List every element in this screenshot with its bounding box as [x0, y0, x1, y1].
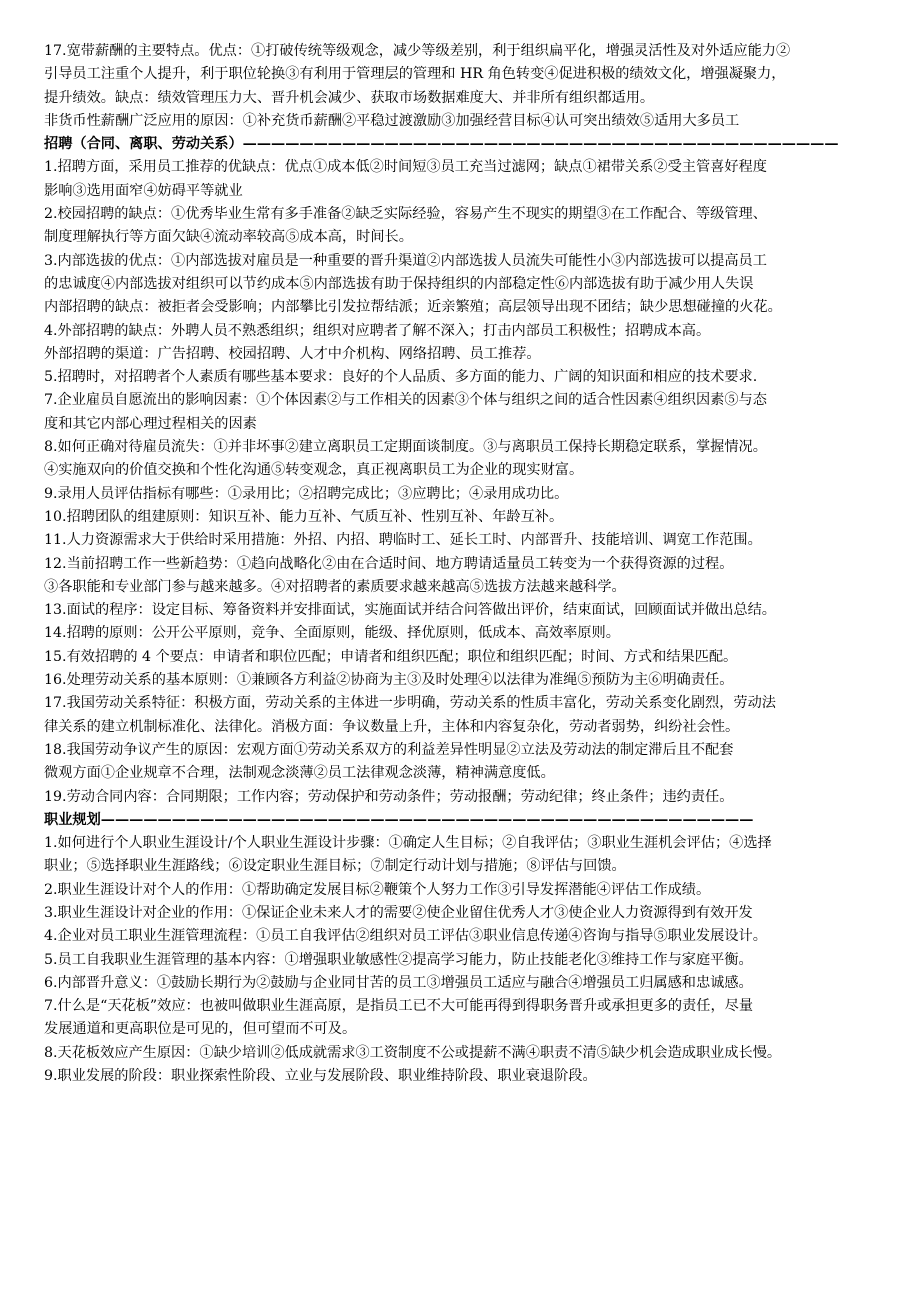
- text-line: 17.宽带薪酬的主要特点。优点：①打破传统等级观念，减少等级差别，利于组织扁平化，增强灵活性及对外适应能力②: [44, 43, 791, 59]
- text-line: 9.录用人员评估指标有哪些：①录用比；②招聘完成比；③应聘比；④录用成功比。: [44, 485, 569, 502]
- section-heading: 招聘（合同、离职、劳动关系）——————————————————————————————————————————: [44, 136, 839, 153]
- text-line: 3.内部选拔的优点：①内部选拔对雇员是一种重要的晋升渠道②内部选拔人员流失可能性小③内部选拔可以提高员工: [44, 252, 767, 269]
- text-line: 3.职业生涯设计对企业的作用：①保证企业未来人才的需要②使企业留住优秀人才③使企业人力资源得到有效开发: [44, 904, 753, 921]
- text-line: 的忠诚度④内部选拔对组织可以节约成本⑤内部选拔有助于保持组织的内部稳定性⑥内部选拔有助于减少用人失误: [44, 275, 754, 292]
- text-line: 影响③选用面窄④妨碍平等就业: [44, 182, 243, 199]
- text-line: 12.当前招聘工作一些新趋势：①趋向战略化②由在合适时间、地方聘请适量员工转变为一个获得资源的过程。: [44, 555, 734, 572]
- text-line: 13.面试的程序：设定目标、筹备资料并安排面试，实施面试并结合问答做出评价，结束面试，回顾面试并做出总结。: [44, 602, 776, 619]
- text-line: 引导员工注重个人提升，利于职位轮换③有利用于管理层的管理和 HR 角色转变④促进积极的绩效文化，增强凝聚力，: [44, 66, 786, 83]
- text-line: 外部招聘的渠道：广告招聘、校园招聘、人才中介机构、网络招聘、员工推荐。: [44, 345, 541, 362]
- text-line: 微观方面①企业规章不合理，法制观念淡薄②员工法律观念淡薄，精神满意度低。: [44, 765, 555, 782]
- text-line: 14.招聘的原则：公开公平原则，竞争、全面原则，能级、择优原则，低成本、高效率原则。: [44, 625, 620, 642]
- text-line: 度和其它内部心理过程相关的因素: [44, 415, 257, 432]
- text-line: 1.招聘方面，采用员工推荐的优缺点：优点①成本低②时间短③员工充当过滤网；缺点①裙带关系②受主管喜好程度: [44, 159, 767, 176]
- text-line: 职业；⑤选择职业生涯路线；⑥设定职业生涯目标；⑦制定行动计划与措施；⑧评估与回馈。: [44, 858, 626, 875]
- section-heading: 职业规划——————————————————————————————————————————————: [44, 811, 754, 828]
- text-line: 8.天花板效应产生原因：①缺少培训②低成就需求③工资制度不公或提薪不满④职责不清⑤缺少机会造成职业成长慢。: [44, 1044, 782, 1061]
- text-line: 10.招聘团队的组建原则：知识互补、能力互补、气质互补、性别互补、年龄互补。: [44, 508, 564, 525]
- text-line: 8.如何正确对待雇员流失：①并非坏事②建立离职员工定期面谈制度。③与离职员工保持长期稳定联系，掌握情况。: [44, 439, 767, 456]
- text-line: ③各职能和专业部门参与越来越多。④对招聘者的素质要求越来越高⑤选拔方法越来越科学。: [44, 578, 626, 595]
- text-line: 2.职业生涯设计对个人的作用：①帮助确定发展目标②鞭策个人努力工作③引导发挥潜能④评估工作成绩。: [44, 881, 711, 898]
- document-page: [44, 40, 890, 1088]
- text-line: 非货币性薪酬广泛应用的原因：①补充货币薪酬②平稳过渡激励③加强经营目标④认可突出绩效⑤适用大多员工: [44, 112, 740, 129]
- text-line: 1.如何进行个人职业生涯设计/个人职业生涯设计步骤：①确定人生目标；②自我评估；③职业生涯机会评估；④选择: [44, 835, 772, 852]
- text-line: 16.处理劳动关系的基本原则：①兼顾各方利益②协商为主③及时处理④以法律为准绳⑤预防为主⑥明确责任。: [44, 672, 734, 689]
- text-line: 提升绩效。缺点：绩效管理压力大、晋升机会减少、获取市场数据难度大、并非所有组织都适用。: [44, 89, 655, 106]
- text-line: 4.企业对员工职业生涯管理流程：①员工自我评估②组织对员工评估③职业信息传递④咨询与指导⑤职业发展设计。: [44, 928, 767, 945]
- text-line: 律关系的建立机制标准化、法律化。消极方面：争议数量上升，主体和内容复杂化，劳动者弱势，纠纷社会性。: [44, 718, 740, 735]
- text-line: 9.职业发展的阶段：职业探索性阶段、立业与发展阶段、职业维持阶段、职业衰退阶段。: [44, 1068, 597, 1085]
- text-line: 5.员工自我职业生涯管理的基本内容：①增强职业敏感性②提高学习能力，防止技能老化③维持工作与家庭平衡。: [44, 951, 753, 968]
- text-line: 制度理解执行等方面欠缺④流动率较高⑤成本高，时间长。: [44, 229, 413, 246]
- text-line: 19.劳动合同内容：合同期限；工作内容；劳动保护和劳动条件；劳动报酬；劳动纪律；终止条件；违约责任。: [44, 788, 734, 805]
- text-line: 7.企业雇员自愿流出的影响因素：①个体因素②与工作相关的因素③个体与组织之间的适合性因素④组织因素⑤与态: [44, 392, 767, 409]
- text-line: 发展通道和更高职位是可见的，但可望而不可及。: [44, 1021, 357, 1038]
- text-line: 11.人力资源需求大于供给时采用措施：外招、内招、聘临时工、延长工时、内部晋升、技能培训、调宽工作范围。: [44, 532, 762, 549]
- text-line: 6.内部晋升意义：①鼓励长期行为②鼓励与企业同甘苦的员工③增强员工适应与融合④增强员工归属感和忠诚感。: [44, 974, 753, 991]
- text-line: 内部招聘的缺点：被拒者会受影响；内部攀比引发拉帮结派；近亲繁殖；高层领导出现不团结；缺少思想碰撞的火花。: [44, 299, 782, 316]
- text-line: ④实施双向的价值交换和个性化沟通⑤转变观念，真正视离职员工为企业的现实财富。: [44, 462, 584, 479]
- text-line: 4.外部招聘的缺点：外聘人员不熟悉组织；组织对应聘者了解不深入；打击内部员工积极性；招聘成本高。: [44, 322, 711, 339]
- text-line: 18.我国劳动争议产生的原因：宏观方面①劳动关系双方的利益差异性明显②立法及劳动法的制定滞后且不配套: [44, 741, 734, 758]
- text-line: 2.校园招聘的缺点：①优秀毕业生常有多手准备②缺乏实际经验，容易产生不现实的期望③在工作配合、等级管理、: [44, 206, 767, 223]
- text-line: 17.我国劳动关系特征：积极方面，劳动关系的主体进一步明确，劳动关系的性质丰富化，劳动关系变化剧烈，劳动法: [44, 695, 776, 712]
- text-line: 7.什么是“天花板”效应：也被叫做职业生涯高原，是指员工已不大可能再得到得职务晋升或承担更多的责任，尽量: [44, 998, 754, 1015]
- text-line: 15.有效招聘的 4 个要点：申请者和职位匹配；申请者和组织匹配；职位和组织匹配；时间、方式和结果匹配。: [44, 648, 738, 665]
- text-line: 5.招聘时，对招聘者个人素质有哪些基本要求：良好的个人品质、多方面的能力、广阔的知识面和相应的技术要求.: [44, 369, 758, 386]
